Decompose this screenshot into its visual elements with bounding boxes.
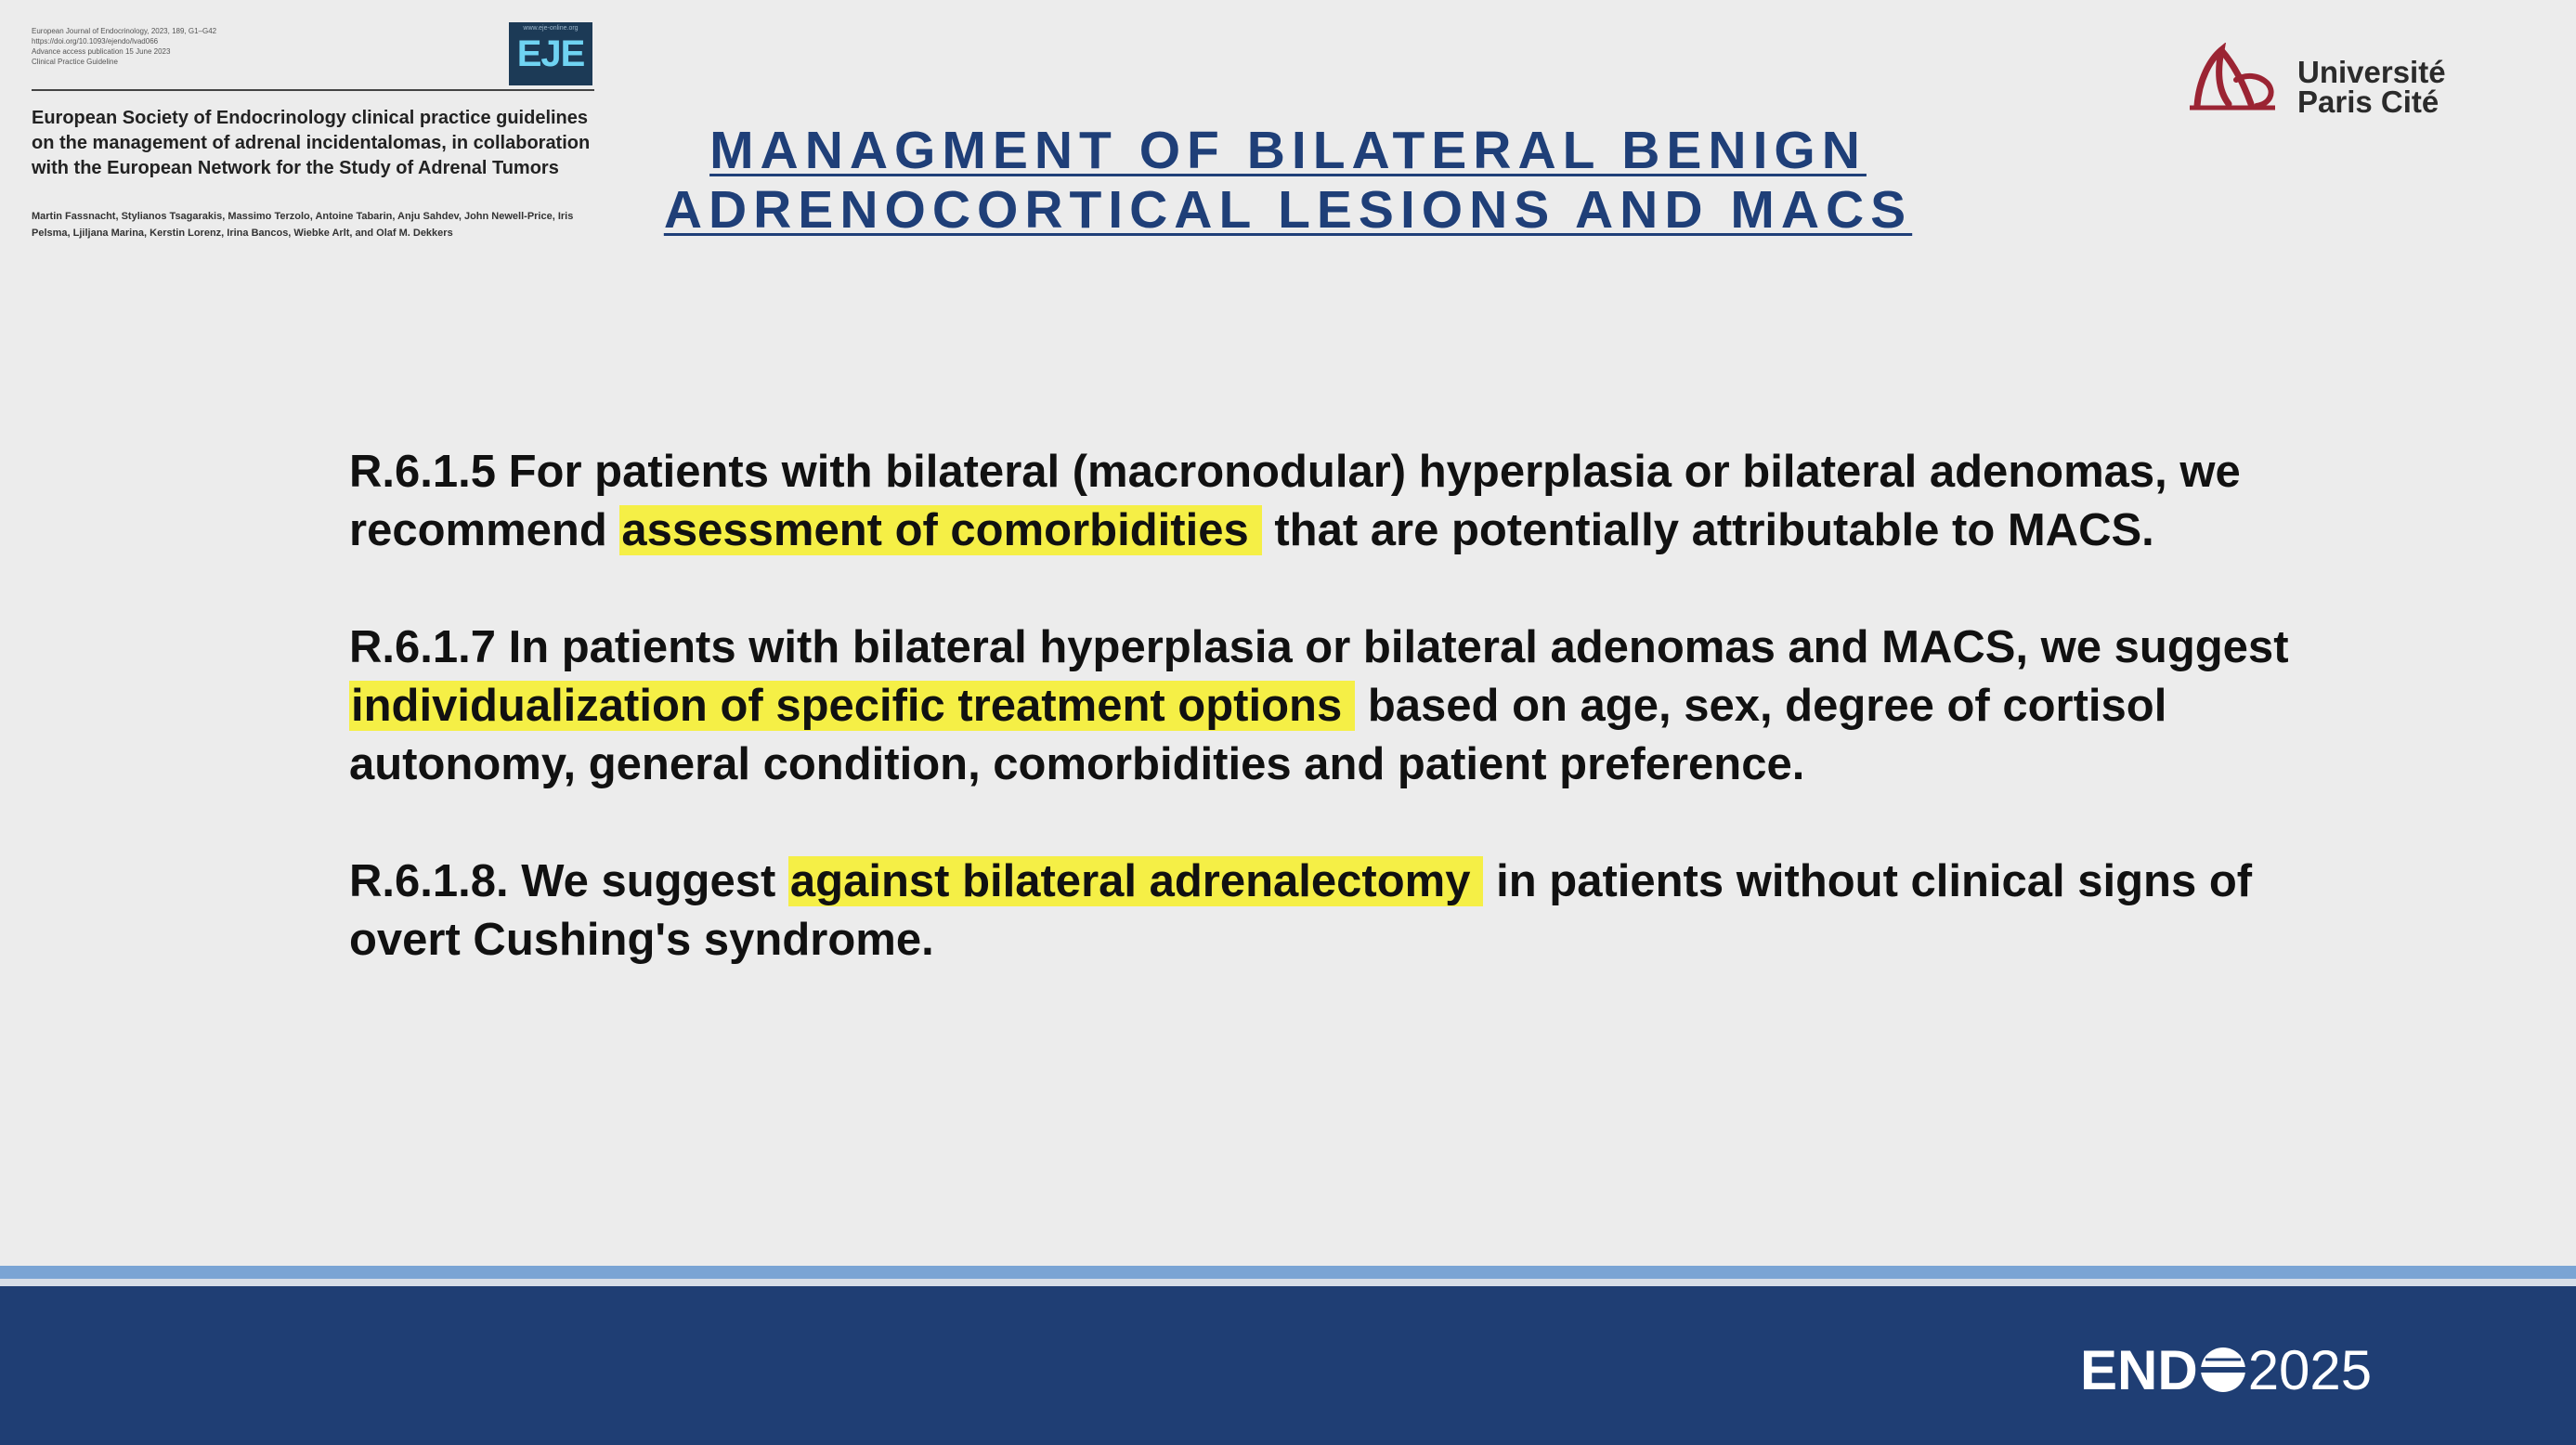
slide-title — [0, 121, 2576, 240]
footer-stripe-gap — [0, 1279, 2576, 1286]
endo-brand-word: END — [2080, 1338, 2198, 1401]
university-name-line1: Université — [2297, 55, 2446, 89]
university-logo — [2190, 43, 2487, 117]
eje-logo-text: EJE — [516, 33, 585, 74]
recommendation-text: based on age, sex, degree of cortisol autonomy, general condition, comorbidities and patient preference. — [349, 681, 2167, 789]
slide-title-line2: ADRENOCORTICAL LESIONS AND MACS — [663, 180, 1913, 240]
footer-accent-stripe — [0, 1266, 2576, 1279]
citation-title: European Society of Endocrinology clinical practice guidelines on the management of adrenal incidentalomas, in collaboration with the European Network for the Study of Adrenal Tumors — [32, 108, 591, 178]
endo-brand-year: 2025 — [2247, 1338, 2373, 1401]
globe-icon — [2198, 1345, 2248, 1395]
university-name-line2: Paris Cité — [2297, 85, 2439, 119]
recommendation-r617 — [349, 618, 2299, 794]
citation-meta-line: https://doi.org/10.1093/ejendo/lvad066 — [32, 37, 159, 46]
recommendation-text: in patients without clinical signs of overt Cushing's syndrome. — [349, 856, 2253, 965]
citation-meta-line: Clinical Practice Guideline — [32, 58, 118, 66]
recommendation-highlight: assessment of comorbidities — [619, 505, 1261, 555]
recommendation-highlight: individualization of specific treatment options — [349, 681, 1355, 731]
recommendations-list — [349, 397, 2299, 1028]
citation-divider — [32, 89, 594, 91]
endo-2025-logo — [2080, 1337, 2372, 1402]
citation-meta-line: European Journal of Endocrinology, 2023, 189, G1–G42 — [32, 27, 217, 35]
recommendation-highlight: against bilateral adrenalectomy — [788, 856, 1484, 906]
slide-title-line1: MANAGMENT OF BILATERAL BENIGN — [709, 121, 1867, 180]
recommendation-r618 — [349, 853, 2299, 970]
university-emblem-icon — [2190, 43, 2283, 117]
recommendation-text: that are potentially attributable to MACS. — [1261, 505, 2154, 555]
recommendation-text: R.6.1.5 For patients with bilateral (macronodular) hyperplasia or bilateral adenomas, we recommend — [349, 447, 2241, 555]
eje-logo-tag: www.eje-online.org — [523, 25, 579, 32]
recommendation-text: R.6.1.8. We suggest — [349, 856, 788, 906]
citation-authors: Martin Fassnacht, Stylianos Tsagarakis, Massimo Terzolo, Antoine Tabarin, Anju Sahdev, John Newell-Price, Iris Pelsma, Ljiljana Marina, Kerstin Lorenz, Irina Bancos, Wiebke Arlt, and Olaf M. Dekkers — [32, 211, 574, 239]
university-name — [2297, 55, 2446, 119]
citation-meta-line: Advance access publication 15 June 2023 — [32, 47, 171, 56]
recommendation-r615 — [349, 443, 2299, 560]
recommendation-text: R.6.1.7 In patients with bilateral hyperplasia or bilateral adenomas and MACS, we suggest — [349, 622, 2289, 672]
eje-journal-logo — [509, 22, 592, 85]
